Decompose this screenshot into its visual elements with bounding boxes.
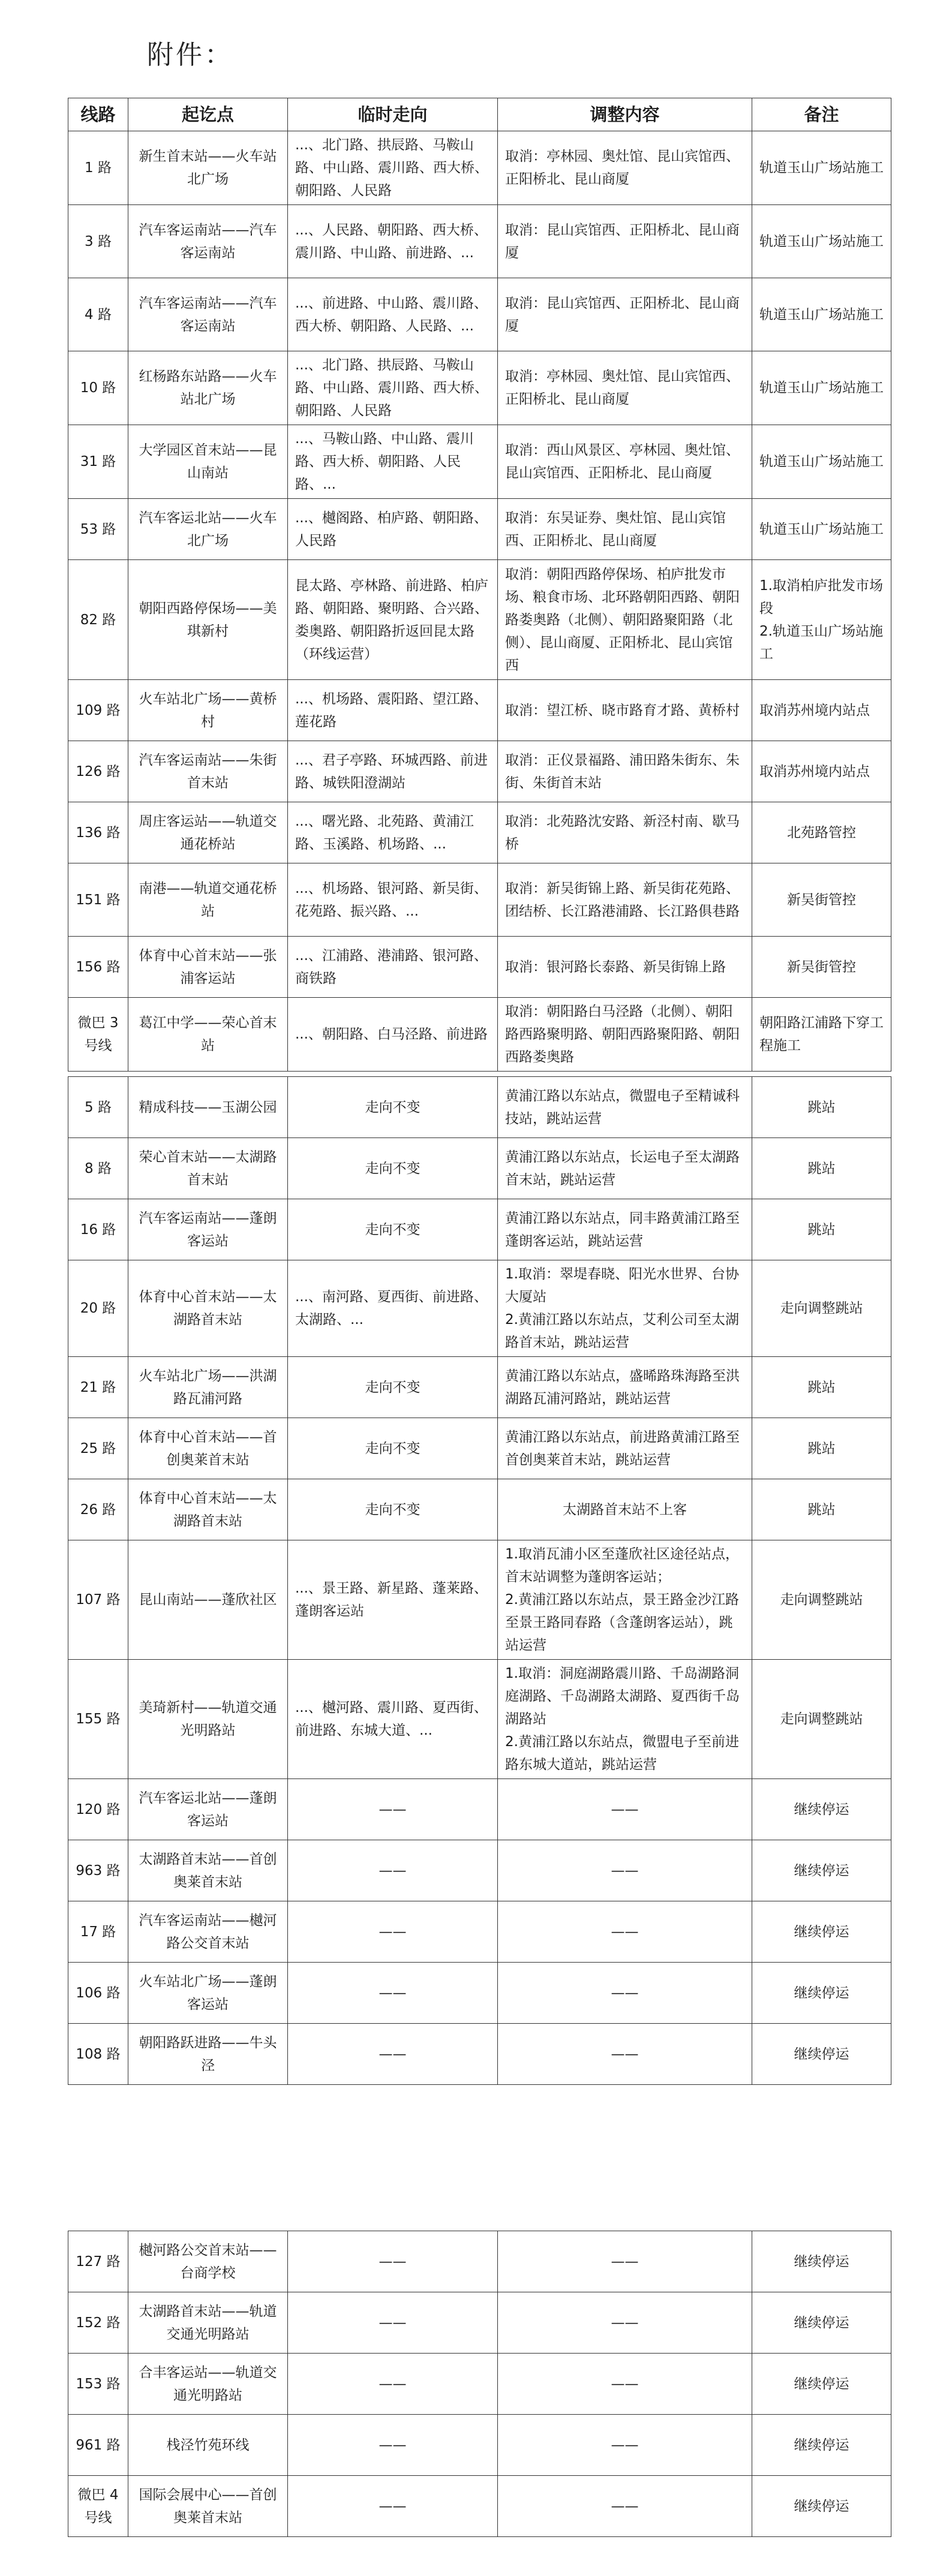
stops-cell: 体育中心首末站——太湖路首末站 (128, 1260, 288, 1357)
note-cell: 跳站 (752, 1077, 891, 1138)
note-cell: 轨道玉山广场站施工 (752, 205, 891, 278)
route-cell: ...、机场路、银河路、新吴街、花苑路、振兴路、... (288, 863, 498, 937)
suspended-lines-table (68, 2231, 891, 2537)
route-cell: 走向不变 (288, 1199, 498, 1260)
detour-section (68, 131, 891, 1072)
line-cell: 26 路 (68, 1479, 128, 1540)
change-cell: —— (498, 1901, 752, 1963)
note-cell: 走向调整跳站 (752, 1260, 891, 1357)
change-cell: 取消：昆山宾馆西、正阳桥北、昆山商厦 (498, 278, 752, 351)
table-row (68, 937, 891, 998)
line-cell: 107 路 (68, 1540, 128, 1660)
table-row (68, 1077, 891, 1138)
table-row (68, 680, 891, 741)
note-cell: 新吴街管控 (752, 863, 891, 937)
route-cell: ...、南河路、夏西街、前进路、太湖路、... (288, 1260, 498, 1357)
change-cell (498, 1540, 752, 1660)
line-cell: 109 路 (68, 680, 128, 741)
stops-cell: 汽车客运南站——汽车客运南站 (128, 205, 288, 278)
col-header-change: 调整内容 (498, 98, 752, 131)
note-cell (752, 560, 891, 680)
stops-cell: 火车站北广场——黄桥村 (128, 680, 288, 741)
stops-cell: 汽车客运北站——蓬朗客运站 (128, 1779, 288, 1840)
change-cell: 黄浦江路以东站点，前进路黄浦江路至首创奥莱首末站，跳站运营 (498, 1418, 752, 1479)
note-cell: 继续停运 (752, 1779, 891, 1840)
stops-cell: 体育中心首末站——太湖路首末站 (128, 1479, 288, 1540)
stops-cell: 太湖路首末站——轨道交通光明路站 (128, 2292, 288, 2354)
note-cell: 轨道玉山广场站施工 (752, 499, 891, 560)
route-cell: —— (288, 1963, 498, 2024)
change-cell: 黄浦江路以东站点，长运电子至太湖路首末站，跳站运营 (498, 1138, 752, 1199)
route-cell: ...、君子亭路、环城西路、前进路、城铁阳澄湖站 (288, 741, 498, 802)
route-cell: —— (288, 2292, 498, 2354)
table-row (68, 1779, 891, 1840)
route-cell: ...、前进路、中山路、震川路、西大桥、朝阳路、人民路、... (288, 278, 498, 351)
table-row (68, 802, 891, 863)
stops-cell: 朝阳路跃进路——牛头泾 (128, 2024, 288, 2085)
stops-cell: 昆山南站——蓬欣社区 (128, 1540, 288, 1660)
change-cell: 黄浦江路以东站点，微盟电子至精诚科技站，跳站运营 (498, 1077, 752, 1138)
route-cell: ...、机场路、震阳路、望江路、莲花路 (288, 680, 498, 741)
route-cell: ...、人民路、朝阳路、西大桥、震川路、中山路、前进路、... (288, 205, 498, 278)
note-cell: 取消苏州境内站点 (752, 741, 891, 802)
change-cell: —— (498, 2415, 752, 2476)
route-cell: 走向不变 (288, 1357, 498, 1418)
table-row (68, 1418, 891, 1479)
table-row (68, 1479, 891, 1540)
table-row (68, 863, 891, 937)
change-cell: 取消：亭林园、奥灶馆、昆山宾馆西、正阳桥北、昆山商厦 (498, 351, 752, 425)
route-cell: ...、樾阁路、柏庐路、朝阳路、人民路 (288, 499, 498, 560)
note-cell: 跳站 (752, 1138, 891, 1199)
stops-cell: 火车站北广场——蓬朗客运站 (128, 1963, 288, 2024)
line-cell: 153 路 (68, 2354, 128, 2415)
stops-cell: 汽车客运南站——汽车客运南站 (128, 278, 288, 351)
stops-cell: 国际会展中心——首创奥莱首末站 (128, 2476, 288, 2537)
suspend-section (68, 2231, 891, 2537)
change-cell: 取消：亭林园、奥灶馆、昆山宾馆西、正阳桥北、昆山商厦 (498, 131, 752, 205)
change-cell: —— (498, 1840, 752, 1901)
table-row (68, 131, 891, 205)
line-cell: 10 路 (68, 351, 128, 425)
line-cell: 151 路 (68, 863, 128, 937)
line-cell: 4 路 (68, 278, 128, 351)
table-row (68, 1840, 891, 1901)
change-cell-line: 1.取消：洞庭湖路震川路、千岛湖路洞庭湖路、千岛湖路太湖路、夏西街千岛湖路站 (505, 1666, 740, 1727)
table-row (68, 1540, 891, 1660)
note-cell: 继续停运 (752, 1840, 891, 1901)
stops-cell: 合丰客运站——轨道交通光明路站 (128, 2354, 288, 2415)
line-cell: 25 路 (68, 1418, 128, 1479)
note-cell: 继续停运 (752, 2292, 891, 2354)
change-cell-line: 1.取消瓦浦小区至蓬欣社区途径站点，首末站调整为蓬朗客运站； (505, 1546, 739, 1585)
route-cell: —— (288, 2231, 498, 2292)
line-cell: 156 路 (68, 937, 128, 998)
col-header-stops: 起讫点 (128, 98, 288, 131)
note-cell: 跳站 (752, 1357, 891, 1418)
line-cell: 8 路 (68, 1138, 128, 1199)
change-cell: 取消：昆山宾馆西、正阳桥北、昆山商厦 (498, 205, 752, 278)
change-cell: —— (498, 1779, 752, 1840)
stops-cell: 精成科技——玉湖公园 (128, 1077, 288, 1138)
line-cell: 20 路 (68, 1260, 128, 1357)
change-cell: 太湖路首末站不上客 (498, 1479, 752, 1540)
table-row (68, 560, 891, 680)
stops-cell: 体育中心首末站——首创奥莱首末站 (128, 1418, 288, 1479)
route-cell: —— (288, 2024, 498, 2085)
table-row (68, 1260, 891, 1357)
route-cell: ...、朝阳路、白马泾路、前进路 (288, 998, 498, 1072)
table-row (68, 499, 891, 560)
table-row (68, 1901, 891, 1963)
table-row (68, 2292, 891, 2354)
change-cell: —— (498, 2231, 752, 2292)
route-cell: ...、马鞍山路、中山路、震川路、西大桥、朝阳路、人民路、... (288, 425, 498, 499)
route-cell: 昆太路、亭林路、前进路、柏庐路、朝阳路、聚明路、合兴路、娄奥路、朝阳路折返回昆太路（环线运营） (288, 560, 498, 680)
note-cell: 继续停运 (752, 2231, 891, 2292)
note-cell: 跳站 (752, 1479, 891, 1540)
change-cell: —— (498, 2354, 752, 2415)
note-cell-line: 1.取消柏庐批发市场段 (759, 577, 883, 616)
route-cell: —— (288, 1901, 498, 1963)
change-cell-line: 2.黄浦江路以东站点，微盟电子至前进路东城大道站，跳站运营 (505, 1734, 739, 1772)
route-cell: ...、景王路、新星路、蓬莱路、蓬朗客运站 (288, 1540, 498, 1660)
col-header-line: 线路 (68, 98, 128, 131)
table-header-row (68, 98, 891, 131)
change-cell: —— (498, 1963, 752, 2024)
route-cell: ...、北门路、拱辰路、马鞍山路、中山路、震川路、西大桥、朝阳路、人民路 (288, 351, 498, 425)
change-cell: —— (498, 2024, 752, 2085)
stops-cell: 葛江中学——荣心首末站 (128, 998, 288, 1072)
route-cell: —— (288, 1779, 498, 1840)
stops-cell: 樾河路公交首末站——台商学校 (128, 2231, 288, 2292)
stops-cell: 太湖路首末站——首创奥莱首末站 (128, 1840, 288, 1901)
line-cell: 963 路 (68, 1840, 128, 1901)
stops-cell: 周庄客运站——轨道交通花桥站 (128, 802, 288, 863)
line-cell: 微巴 4号线 (68, 2476, 128, 2537)
change-cell: 取消：正仪景福路、浦田路朱街东、朱街、朱街首末站 (498, 741, 752, 802)
change-cell-line: 2.黄浦江路以东站点，景王路金沙江路至景王路同春路（含蓬朗客运站），跳站运营 (505, 1592, 739, 1653)
route-cell: ...、樾河路、震川路、夏西街、前进路、东城大道、... (288, 1660, 498, 1779)
change-cell: —— (498, 2476, 752, 2537)
line-cell: 17 路 (68, 1901, 128, 1963)
stops-cell: 红杨路东站路——火车站北广场 (128, 351, 288, 425)
line-cell: 126 路 (68, 741, 128, 802)
table-row (68, 2415, 891, 2476)
change-cell: 取消：西山风景区、亭林园、奥灶馆、昆山宾馆西、正阳桥北、昆山商厦 (498, 425, 752, 499)
change-cell: 取消：北苑路沈安路、新泾村南、歇马桥 (498, 802, 752, 863)
change-cell: 取消：望江桥、晓市路育才路、黄桥村 (498, 680, 752, 741)
note-cell: 新吴街管控 (752, 937, 891, 998)
note-cell: 走向调整跳站 (752, 1660, 891, 1779)
line-cell: 31 路 (68, 425, 128, 499)
stops-cell: 新生首末站——火车站北广场 (128, 131, 288, 205)
note-cell: 继续停运 (752, 2024, 891, 2085)
stops-cell: 栈泾竹苑环线 (128, 2415, 288, 2476)
stops-cell: 汽车客运南站——蓬朗客运站 (128, 1199, 288, 1260)
line-cell: 53 路 (68, 499, 128, 560)
change-cell: 取消：银河路长泰路、新吴街锦上路 (498, 937, 752, 998)
change-cell (498, 1660, 752, 1779)
change-cell (498, 1260, 752, 1357)
route-cell: ...、曙光路、北苑路、黄浦江路、玉溪路、机场路、... (288, 802, 498, 863)
line-cell: 16 路 (68, 1199, 128, 1260)
change-cell: 取消：新吴街锦上路、新吴街花苑路、团结桥、长江路港浦路、长江路俱巷路 (498, 863, 752, 937)
stops-cell: 汽车客运南站——朱街首末站 (128, 741, 288, 802)
line-cell: 120 路 (68, 1779, 128, 1840)
stops-cell: 朝阳西路停保场——美琪新村 (128, 560, 288, 680)
route-cell: —— (288, 2354, 498, 2415)
table-row (68, 278, 891, 351)
table-row (68, 2024, 891, 2085)
route-cell: —— (288, 1840, 498, 1901)
route-cell: ...、江浦路、港浦路、银河路、商铁路 (288, 937, 498, 998)
change-cell: 取消：东吴证券、奥灶馆、昆山宾馆西、正阳桥北、昆山商厦 (498, 499, 752, 560)
stops-cell: 体育中心首末站——张浦客运站 (128, 937, 288, 998)
table-row (68, 1660, 891, 1779)
table-row (68, 741, 891, 802)
note-cell: 取消苏州境内站点 (752, 680, 891, 741)
col-header-note: 备注 (752, 98, 891, 131)
attachment-heading: 附件： (147, 40, 233, 70)
table-row (68, 2354, 891, 2415)
note-cell: 跳站 (752, 1418, 891, 1479)
table-row (68, 1199, 891, 1260)
note-cell: 跳站 (752, 1199, 891, 1260)
line-cell: 微巴 3号线 (68, 998, 128, 1072)
line-cell: 82 路 (68, 560, 128, 680)
note-cell: 继续停运 (752, 1963, 891, 2024)
table-row (68, 205, 891, 278)
note-cell-line: 2.轨道玉山广场站施工 (759, 623, 883, 662)
route-adjustment-table (68, 98, 891, 2085)
route-cell: ...、北门路、拱辰路、马鞍山路、中山路、震川路、西大桥、朝阳路、人民路 (288, 131, 498, 205)
skip-section (68, 1077, 891, 2085)
table-row (68, 1963, 891, 2024)
line-cell: 1 路 (68, 131, 128, 205)
route-cell: 走向不变 (288, 1479, 498, 1540)
note-cell: 继续停运 (752, 1901, 891, 1963)
change-cell: 取消：朝阳路白马泾路（北侧）、朝阳路西路聚明路、朝阳西路聚阳路、朝阳西路娄奥路 (498, 998, 752, 1072)
stops-cell: 南港——轨道交通花桥站 (128, 863, 288, 937)
stops-cell: 美琦新村——轨道交通光明路站 (128, 1660, 288, 1779)
note-cell: 北苑路管控 (752, 802, 891, 863)
line-cell: 961 路 (68, 2415, 128, 2476)
table-row (68, 2231, 891, 2292)
col-header-route: 临时走向 (288, 98, 498, 131)
change-cell: 取消：朝阳西路停保场、柏庐批发市场、粮食市场、北环路朝阳西路、朝阳路娄奥路（北侧）、朝阳路聚阳路（北侧）、昆山商厦、正阳桥北、昆山宾馆西 (498, 560, 752, 680)
line-cell: 21 路 (68, 1357, 128, 1418)
note-cell: 继续停运 (752, 2354, 891, 2415)
line-cell: 155 路 (68, 1660, 128, 1779)
change-cell: 黄浦江路以东站点，同丰路黄浦江路至蓬朗客运站，跳站运营 (498, 1199, 752, 1260)
note-cell: 走向调整跳站 (752, 1540, 891, 1660)
stops-cell: 汽车客运北站——火车北广场 (128, 499, 288, 560)
note-cell: 轨道玉山广场站施工 (752, 425, 891, 499)
line-cell: 152 路 (68, 2292, 128, 2354)
change-cell: 黄浦江路以东站点，盛晞路珠海路至洪湖路瓦浦河路站，跳站运营 (498, 1357, 752, 1418)
stops-cell: 火车站北广场——洪湖路瓦浦河路 (128, 1357, 288, 1418)
table-row (68, 1138, 891, 1199)
line-cell: 106 路 (68, 1963, 128, 2024)
table-row (68, 998, 891, 1072)
note-cell: 轨道玉山广场站施工 (752, 131, 891, 205)
change-cell: —— (498, 2292, 752, 2354)
stops-cell: 大学园区首末站——昆山南站 (128, 425, 288, 499)
route-cell: 走向不变 (288, 1418, 498, 1479)
route-cell: 走向不变 (288, 1077, 498, 1138)
table-row (68, 1357, 891, 1418)
stops-cell: 荣心首末站——太湖路首末站 (128, 1138, 288, 1199)
note-cell: 朝阳路江浦路下穿工程施工 (752, 998, 891, 1072)
change-cell-line: 1.取消：翠堤春晓、阳光水世界、台协大厦站 (505, 1266, 739, 1305)
line-cell: 3 路 (68, 205, 128, 278)
table-row (68, 425, 891, 499)
change-cell-line: 2.黄浦江路以东站点，艾利公司至太湖路首末站，跳站运营 (505, 1312, 739, 1350)
line-cell: 108 路 (68, 2024, 128, 2085)
table-row (68, 2476, 891, 2537)
route-cell: —— (288, 2415, 498, 2476)
note-cell: 继续停运 (752, 2415, 891, 2476)
route-cell: 走向不变 (288, 1138, 498, 1199)
table-row (68, 351, 891, 425)
route-cell: —— (288, 2476, 498, 2537)
note-cell: 轨道玉山广场站施工 (752, 351, 891, 425)
note-cell: 继续停运 (752, 2476, 891, 2537)
note-cell: 轨道玉山广场站施工 (752, 278, 891, 351)
line-cell: 127 路 (68, 2231, 128, 2292)
stops-cell: 汽车客运南站——樾河路公交首末站 (128, 1901, 288, 1963)
line-cell: 5 路 (68, 1077, 128, 1138)
line-cell: 136 路 (68, 802, 128, 863)
